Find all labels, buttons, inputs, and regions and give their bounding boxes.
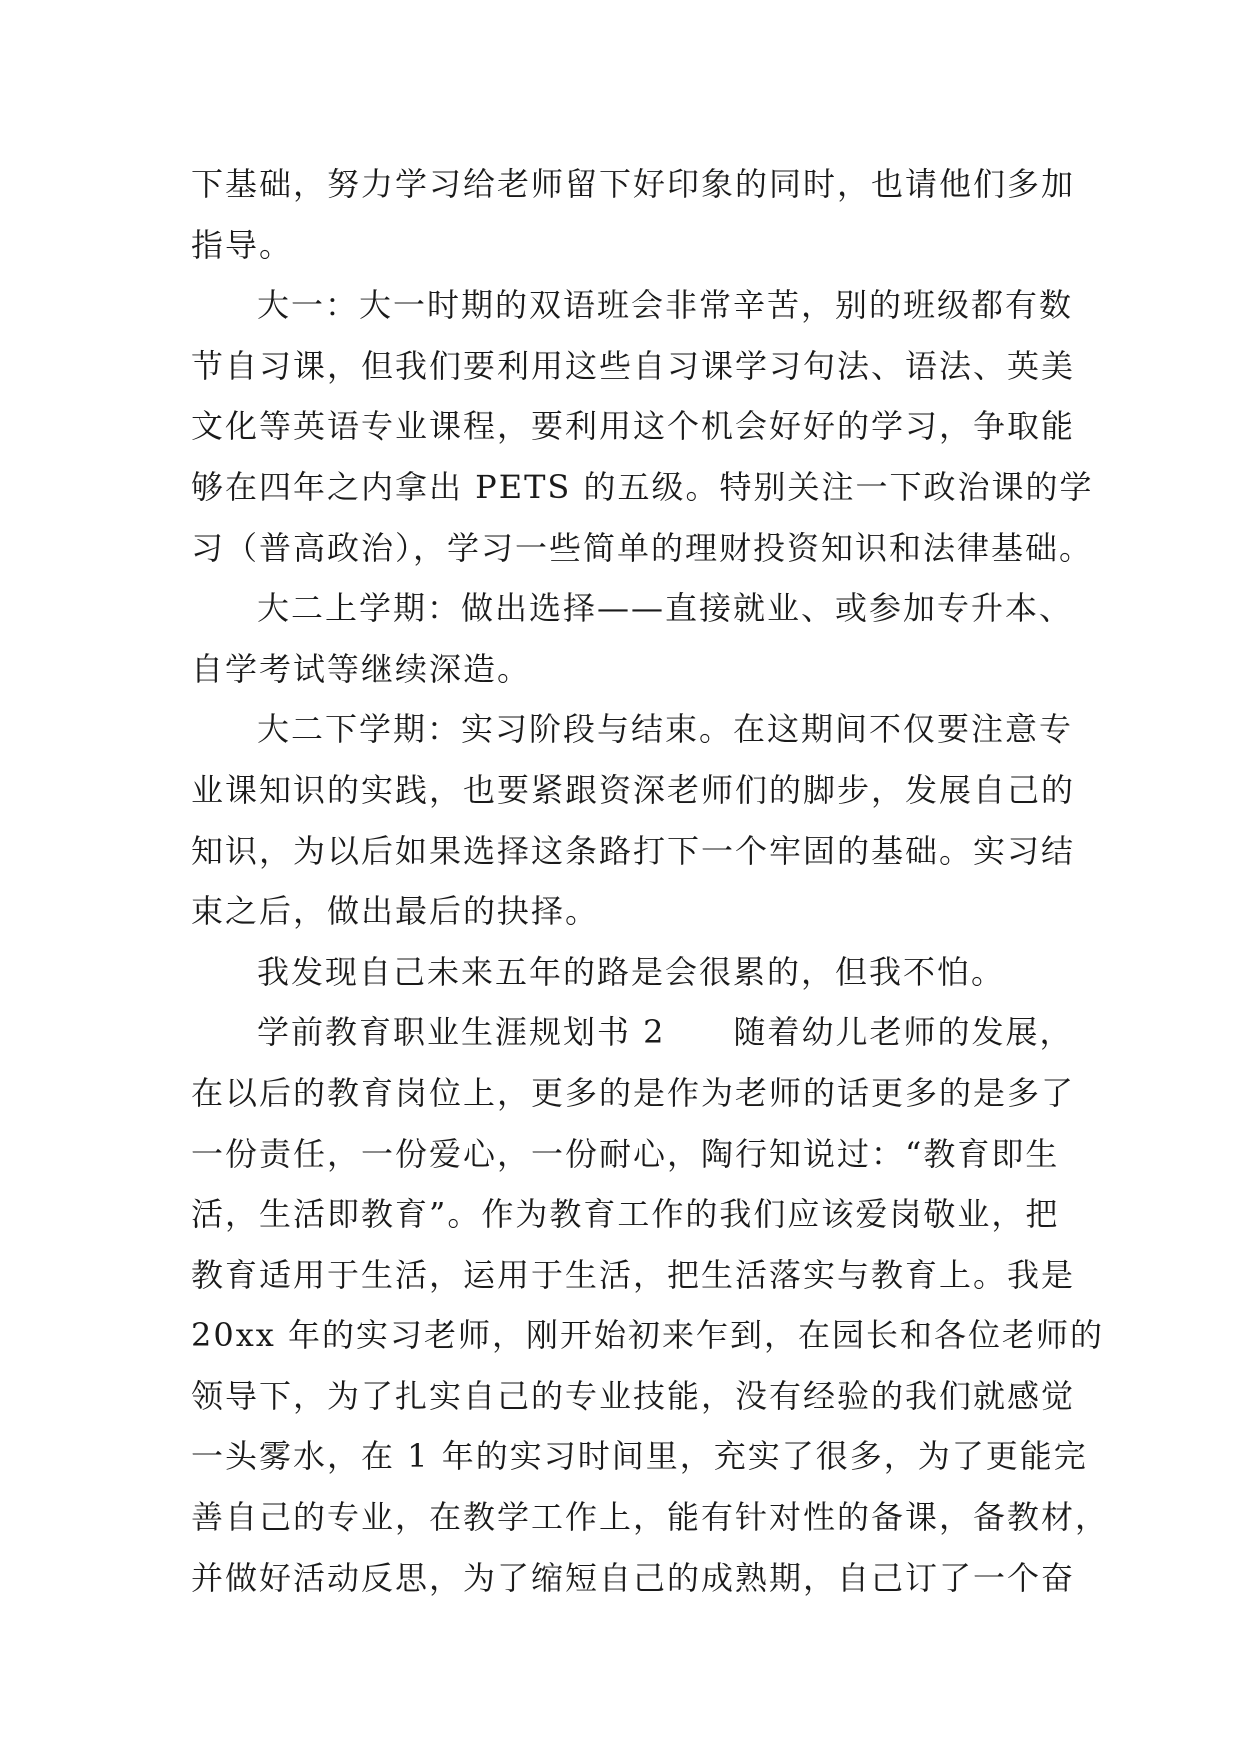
section-heading-line: 学前教育职业生涯规划书 2 随着幼儿老师的发展，	[257, 1013, 1074, 1052]
text-line: 活，生活即教育”。作为教育工作的我们应该爱岗敬业，把	[191, 1195, 1060, 1234]
text-line: 下基础，努力学习给老师留下好印象的同时，也请他们多加	[191, 165, 1076, 203]
text-line: 一头雾水，在 1 年的实习时间里，充实了很多，为了更能完	[191, 1437, 1088, 1476]
text-line: 够在四年之内拿出 PETS 的五级。特别关注一下政治课的学	[191, 467, 1094, 506]
text-line: 知识，为以后如果选择这条路打下一个牢固的基础。实习结	[191, 831, 1076, 870]
text-line: 自学考试等继续深造。	[191, 649, 532, 688]
text-line: 在以后的教育岗位上，更多的是作为老师的话更多的是多了	[191, 1073, 1076, 1112]
text-line: 20xx 年的实习老师，刚开始初来乍到，在园长和各位老师的	[191, 1316, 1104, 1355]
paragraph-start-line: 大二下学期：实习阶段与结束。在这期间不仅要注意专	[257, 710, 1074, 749]
text-line: 善自己的专业，在教学工作上，能有针对性的备课，备教材，	[191, 1498, 1110, 1537]
text-line: 指导。	[191, 225, 294, 264]
text-line: 文化等英语专业课程，要利用这个机会好好的学习，争取能	[191, 407, 1076, 446]
text-line: 业课知识的实践，也要紧跟资深老师们的脚步，发展自己的	[191, 770, 1076, 809]
document-body	[191, 154, 1110, 1608]
paragraph-start-line: 大二上学期：做出选择——直接就业、或参加专升本、	[257, 589, 1074, 628]
text-line: 节自习课，但我们要利用这些自习课学习句法、语法、英美	[191, 346, 1076, 385]
text-line: 教育适用于生活，运用于生活，把生活落实与教育上。我是	[191, 1255, 1076, 1294]
paragraph-start-line: 大一：大一时期的双语班会非常辛苦，别的班级都有数	[257, 286, 1074, 325]
text-line: 领导下，为了扎实自己的专业技能，没有经验的我们就感觉	[191, 1376, 1076, 1415]
paragraph-start-line: 我发现自己未来五年的路是会很累的，但我不怕。	[257, 952, 1006, 991]
text-line: 并做好活动反思，为了缩短自己的成熟期，自己订了一个奋	[191, 1558, 1076, 1597]
text-line: 束之后，做出最后的抉择。	[191, 892, 600, 931]
text-line: 习（普高政治），学习一些简单的理财投资知识和法律基础。	[191, 528, 1094, 567]
text-line: 一份责任，一份爱心，一份耐心，陶行知说过：“教育即生	[191, 1134, 1060, 1173]
